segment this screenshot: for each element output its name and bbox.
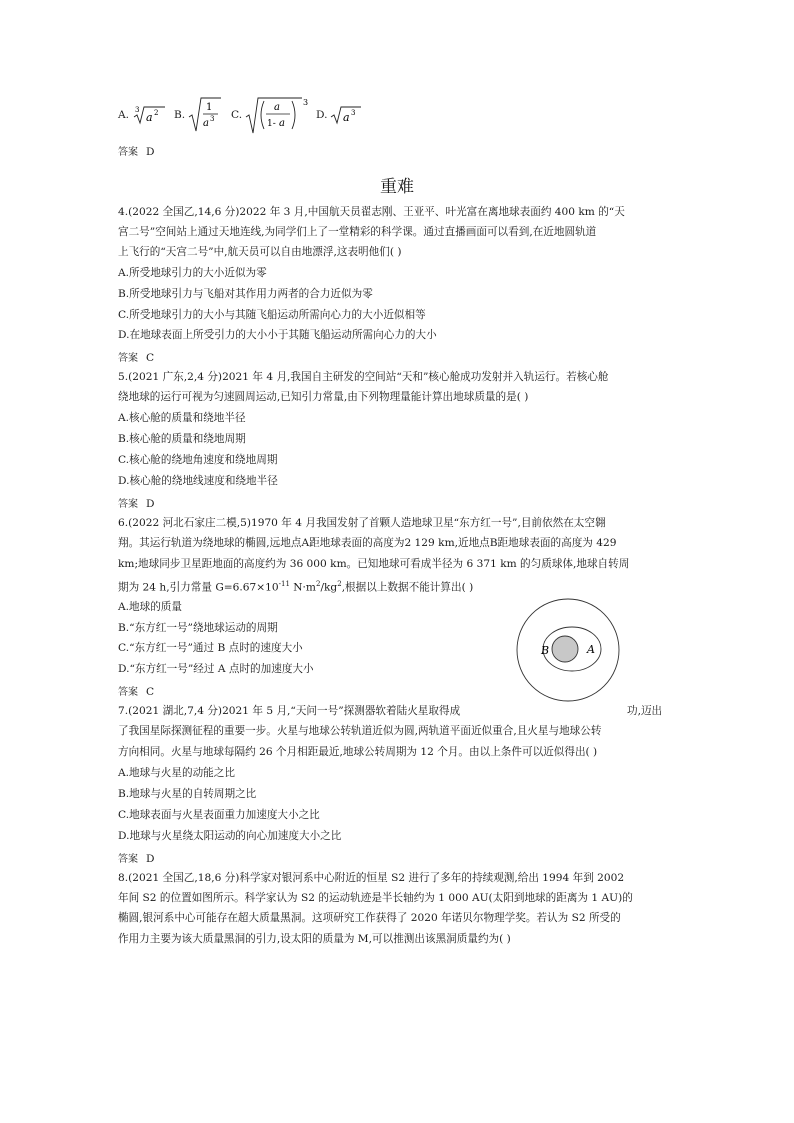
- q5-option-d: D.核心舱的绕地线速度和绕地半径: [118, 475, 278, 487]
- svg-text:1-: 1-: [267, 119, 276, 129]
- q3-option-b: B. 1 a 3: [174, 95, 223, 135]
- q4-stem-line-1: 4.(2022 全国乙,14,6 分)2022 年 3 月,中国航天员翟志刚、王亚平、叶光富在离地球表面约 400 km 的“天: [118, 206, 625, 218]
- q5-stem-line-1: 5.(2021 广东,2,4 分)2021 年 4 月,我国自主研发的空间站“天和”核心舱成功发射并入轨运行。若核心舱: [118, 371, 609, 383]
- q6-stem-line-3: km;地球同步卫星距地面的高度约为 36 000 km。已知地球可看成半径为 6 371 km 的匀质球体,地球自转周: [118, 558, 630, 570]
- q7-option-b: B.地球与火星的自转周期之比: [118, 788, 257, 800]
- q4-stem-line-2: 宫二号”空间站上通过天地连线,为同学们上了一堂精彩的科学课。通过直播画面可以看到,在近地圆轨道: [118, 226, 597, 238]
- q4-option-d: D.在地球表面上所受引力的大小小于其随飞船运动所需向心力的大小: [118, 329, 437, 341]
- q4-option-b: B.所受地球引力与飞船对其作用力两者的合力近似为零: [118, 288, 373, 300]
- svg-text:a: a: [203, 118, 210, 129]
- svg-text:a: a: [343, 111, 351, 124]
- svg-text:a: a: [279, 118, 286, 129]
- q7-answer: 答案 D: [118, 853, 155, 865]
- q7-option-d: D.地球与火星绕太阳运动的向心加速度大小之比: [118, 830, 342, 842]
- q7-stem-line-2: 了我国星际探测征程的重要一步。火星与地球公转轨道近似为圆,两轨道平面近似重合,且火星与地球公转: [118, 725, 602, 737]
- q5-answer: 答案 D: [118, 498, 155, 510]
- q5-option-b: B.核心舱的质量和绕地周期: [118, 433, 246, 445]
- q8-stem-line-2: 年间 S2 的位置如图所示。科学家认为 S2 的运动轨迹是半长轴约为 1 000 AU(太阳到地球的距离为 1 AU)的: [118, 892, 633, 904]
- q6-option-a: A.地球的质量: [118, 601, 182, 613]
- point-a-label: A: [587, 643, 595, 656]
- svg-text:3: 3: [303, 98, 309, 107]
- q7-stem-line-1-left: 7.(2021 湖北,7,4 分)2021 年 5 月,“天问一号”探测器软着陆火星取得成: [118, 705, 461, 717]
- q3-option-b-formula: [187, 95, 223, 135]
- point-b-label: B: [541, 644, 550, 657]
- q8-stem-line-4: 作用力主要为该大质量黑洞的引力,设太阳的质量为 M,可以推测出该黑洞质量约为( ): [118, 933, 511, 945]
- q6-option-c: C.“东方红一号”通过 B 点时的速度大小: [118, 642, 303, 654]
- q4-stem-line-3: 上飞行的“天宫二号”中,航天员可以自由地漂浮,这表明他们( ): [118, 246, 402, 258]
- q6-option-d: D.“东方红一号”经过 A 点时的加速度大小: [118, 663, 314, 675]
- svg-text:2: 2: [154, 109, 159, 117]
- q5-option-c: C.核心舱的绕地角速度和绕地周期: [118, 454, 278, 466]
- q6-option-b: B.“东方红一号”绕地球运动的周期: [118, 622, 278, 634]
- q3-answer: 答案 D: [118, 146, 155, 158]
- earth: [552, 636, 578, 662]
- q8-stem-line-3: 椭圆,银河系中心可能存在超大质量黑洞。这项研究工作获得了 2020 年诺贝尔物理学奖。若认为 S2 所受的: [118, 912, 621, 924]
- q7-stem-line-1-right: 功,迈出: [627, 705, 663, 717]
- q3-option-d-formula: [329, 103, 363, 127]
- q5-stem-line-2: 绕地球的运行可视为匀速圆周运动,已知引力常量,由下列物理量能计算出地球质量的是( ): [118, 391, 529, 403]
- svg-text:a: a: [274, 102, 281, 113]
- q6-stem-line-2: 翔。其运行轨道为绕地球的椭圆,远地点A距地球表面的高度为2 129 km,近地点B距地球表面的高度为 429: [118, 537, 617, 549]
- q5-option-a: A.核心舱的质量和绕地半径: [118, 412, 246, 424]
- q4-option-c: C.所受地球引力的大小与其随飞船运动所需向心力的大小近似相等: [118, 309, 426, 321]
- section-heading: 重难: [380, 177, 414, 197]
- q6-orbit-figure: [510, 598, 626, 712]
- q3-option-a-formula: [131, 103, 167, 127]
- svg-text:a: a: [146, 111, 153, 124]
- q4-answer: 答案 C: [118, 352, 155, 364]
- q6-stem-line-1: 6.(2022 河北石家庄二模,5)1970 年 4 月我国发射了首颗人造地球卫星“东方红一号”,目前依然在太空翱: [118, 517, 606, 529]
- q4-option-a: A.所受地球引力的大小近似为零: [118, 267, 267, 279]
- q3-options: [118, 95, 678, 135]
- q7-option-c: C.地球表面与火星表面重力加速度大小之比: [118, 809, 320, 821]
- q3-option-d: D. a 3: [316, 95, 363, 135]
- svg-text:1: 1: [206, 102, 213, 113]
- q6-answer: 答案 C: [118, 686, 155, 698]
- svg-text:3: 3: [351, 109, 356, 117]
- q7-option-a: A.地球与火星的动能之比: [118, 767, 235, 779]
- q3-option-a: A. 3 a 2: [118, 95, 167, 135]
- svg-text:3: 3: [210, 115, 215, 123]
- svg-text:3: 3: [135, 106, 140, 114]
- q8-stem-line-1: 8.(2021 全国乙,18,6 分)科学家对银河系中心附近的恒星 S2 进行了多年的持续观测,给出 1994 年到 2002: [118, 872, 625, 884]
- q3-option-c-formula: [244, 95, 314, 135]
- q7-stem-line-3: 方向相同。火星与地球每隔约 26 个月相距最近,地球公转周期为 12 个月。由以上条件可以近似得出( ): [118, 746, 598, 758]
- q6-stem-line-4: 期为 24 h,引力常量 $G=6.67\times 10^{-11}$ $N\cdot m^2/kg^2$,根据以上数据不能计算出( ): [118, 580, 474, 594]
- q3-option-c: C. a 1- a 3: [231, 95, 314, 135]
